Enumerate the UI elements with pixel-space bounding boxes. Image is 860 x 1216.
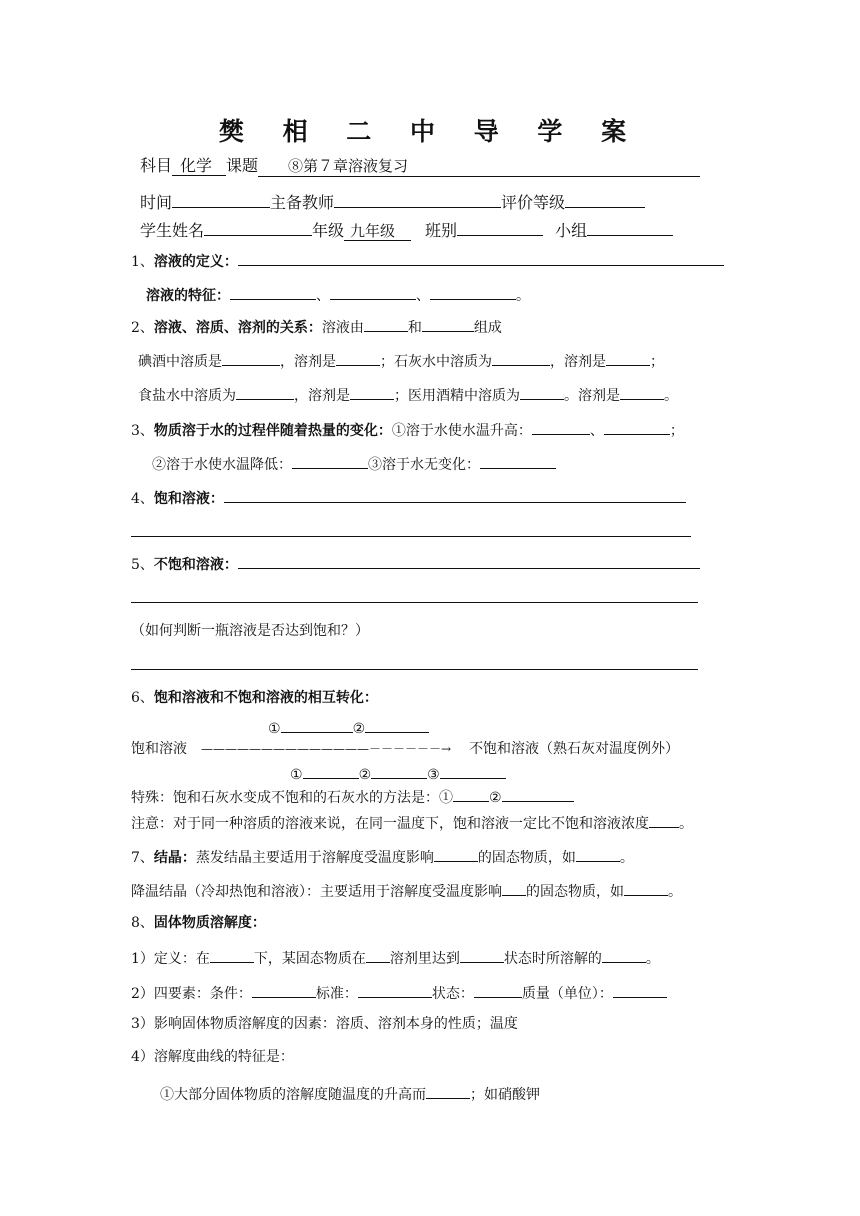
blank	[453, 785, 489, 802]
text: 的固态物质，如	[526, 884, 624, 900]
section-3-title: 物质溶于水的过程伴随着热量的变化：	[153, 423, 392, 439]
conversion-top-conditions	[268, 716, 429, 739]
grade-value: 九年级	[344, 222, 411, 241]
blank	[371, 762, 427, 779]
header-row-time	[140, 191, 645, 213]
blank	[422, 315, 474, 332]
teacher-blank	[334, 191, 501, 208]
text: ①大部分固体物质的溶解度随温度的升高而	[160, 1087, 426, 1103]
section-1-features	[146, 283, 530, 306]
section-1-title: 溶液的定义：	[153, 254, 238, 270]
text: 。	[645, 951, 660, 967]
text: 质量（单位）：	[521, 986, 613, 1002]
circled-2: ②	[489, 790, 502, 806]
section-3-line-2	[152, 452, 556, 475]
saturated-blank	[224, 486, 686, 503]
section-4-number: 4、	[131, 491, 154, 507]
blank	[620, 383, 664, 400]
blank	[502, 785, 574, 802]
subject-label: 科目	[140, 156, 173, 175]
class-label: 班别	[425, 221, 458, 240]
section-7-number: 7、	[131, 850, 154, 866]
separator: 、	[316, 288, 330, 304]
note-concentration	[131, 811, 693, 834]
section-8-title: 固体物质溶解度：	[153, 915, 266, 931]
section-2-number: 2、	[131, 320, 154, 336]
solubility-definition	[131, 946, 660, 969]
features-label: 溶液的特征：	[146, 288, 230, 304]
text: 蒸发结晶主要适用于溶解度受温度影响	[195, 850, 434, 866]
class-blank	[457, 219, 543, 236]
section-4-saturated	[131, 486, 686, 509]
section-3-heat	[131, 418, 684, 441]
text: ②溶于水使水温降低：	[152, 457, 292, 473]
definition-blank	[238, 249, 724, 266]
solubility-curve-point-1	[160, 1082, 540, 1105]
time-blank	[172, 191, 270, 208]
section-5-unsaturated	[131, 552, 700, 575]
text: ；	[669, 423, 684, 439]
conversion-arrow: ——————————————－－－－－－→	[201, 742, 452, 756]
text: 溶液由	[321, 320, 364, 336]
teacher-label: 主备教师	[270, 193, 335, 212]
blank	[434, 845, 478, 862]
unsaturated-solution-label: 不饱和溶液（熟石灰对温度例外）	[469, 741, 680, 757]
text: ，溶剂是	[280, 354, 336, 370]
text: 2）四要素：条件：	[131, 986, 252, 1002]
section-8-number: 8、	[131, 915, 154, 931]
text: 。	[664, 388, 678, 404]
student-label: 学生姓名	[140, 221, 205, 240]
blank	[649, 811, 679, 828]
blank	[292, 452, 368, 469]
blank	[520, 383, 564, 400]
blank	[576, 845, 620, 862]
topic-value: ⑧第７章溶液复习	[258, 156, 700, 177]
blank	[366, 946, 390, 963]
section-7-title: 结晶：	[153, 850, 196, 866]
text: ，溶剂是	[294, 388, 350, 404]
conversion-bottom-conditions	[290, 762, 506, 785]
blank	[606, 349, 650, 366]
text: 注意：对于同一种溶质的溶液来说，在同一温度下，饱和溶液一定比不饱和溶液浓度	[131, 816, 649, 832]
text: 标准：	[315, 986, 358, 1002]
text: 食盐水中溶质为	[138, 388, 236, 404]
subject-value: 化学	[172, 156, 226, 176]
section-6-conversion	[131, 688, 378, 708]
text: 。	[619, 850, 634, 866]
header-row-subject	[140, 156, 700, 177]
blank	[532, 418, 590, 435]
text: 特殊：饱和石灰水变成不饱和的石灰水的方法是：①	[131, 790, 453, 806]
text: 碘酒中溶质是	[138, 354, 222, 370]
circled-2: ②	[352, 721, 366, 737]
separator: 、	[589, 423, 604, 439]
section-2-title: 溶液、溶质、溶剂的关系：	[153, 320, 322, 336]
grade-label: 年级	[312, 221, 345, 240]
group-label: 小组	[555, 221, 588, 240]
circled-1: ①	[290, 767, 303, 783]
feature-blank-2	[330, 283, 416, 300]
blank	[303, 762, 359, 779]
blank	[474, 981, 522, 998]
page-title: 樊 相 二 中 导 学 案	[218, 117, 642, 146]
feature-blank-3	[430, 283, 516, 300]
section-2-line-3	[138, 383, 678, 406]
section-7-crystallization	[131, 845, 634, 868]
time-label: 时间	[140, 193, 173, 212]
blank	[210, 946, 254, 963]
separator: 、	[416, 288, 430, 304]
period: 。	[516, 288, 530, 304]
blank	[336, 349, 380, 366]
section-8-solubility	[131, 913, 266, 933]
text: ；医用酒精中溶质为	[394, 388, 520, 404]
unsaturated-blank-line-2	[131, 602, 698, 603]
blank	[364, 315, 408, 332]
blank	[281, 716, 353, 733]
section-1-number: 1、	[131, 254, 154, 270]
text: 。	[679, 816, 693, 832]
solubility-curve-features: 4）溶解度曲线的特征是：	[131, 1049, 294, 1065]
section-3-number: 3、	[131, 423, 154, 439]
solubility-four-elements	[131, 981, 667, 1004]
text: 。溶剂是	[564, 388, 620, 404]
blank	[252, 981, 316, 998]
text: ；	[650, 354, 664, 370]
section-7-line-2	[131, 879, 682, 902]
text: ①溶于水使水温升高：	[391, 423, 532, 439]
blank	[492, 349, 550, 366]
text: 溶剂里达到	[389, 951, 460, 967]
blank	[480, 452, 556, 469]
blank	[624, 879, 668, 896]
section-2-line-2	[138, 349, 664, 372]
text: 。	[668, 884, 682, 900]
feature-blank-1	[230, 283, 316, 300]
blank	[426, 1082, 470, 1099]
unsaturated-blank	[238, 552, 700, 569]
grade-eval-label: 评价等级	[501, 193, 566, 212]
text: 状态：	[431, 986, 474, 1002]
text: ；石灰水中溶质为	[380, 354, 492, 370]
blank	[236, 383, 294, 400]
group-blank	[587, 219, 673, 236]
blank	[350, 383, 394, 400]
grade-eval-blank	[565, 191, 645, 208]
text: ，溶剂是	[550, 354, 606, 370]
section-5-title: 不饱和溶液：	[153, 557, 238, 573]
section-4-title: 饱和溶液：	[153, 491, 224, 507]
solubility-factors: 3）影响固体物质溶解度的因素：溶质、溶剂本身的性质；温度	[131, 1016, 518, 1032]
blank	[604, 418, 670, 435]
text: 的固态物质，如	[477, 850, 576, 866]
blank	[365, 716, 429, 733]
blank	[602, 946, 646, 963]
circled-1: ①	[268, 721, 281, 737]
text: 组成	[473, 320, 502, 336]
section-6-number: 6、	[131, 690, 154, 706]
circled-3: ③	[427, 767, 440, 783]
student-blank	[204, 219, 312, 236]
blank	[440, 762, 506, 779]
saturated-blank-line-2	[131, 536, 691, 537]
text: ③溶于水无变化：	[368, 457, 480, 473]
text: 和	[407, 320, 422, 336]
text: 下，某固态物质在	[253, 951, 366, 967]
text: ；如硝酸钾	[470, 1087, 540, 1103]
blank	[613, 981, 667, 998]
blank	[460, 946, 504, 963]
text: 降温结晶（冷却热饱和溶液）：主要适用于溶解度受温度影响	[131, 884, 502, 900]
section-6-title: 饱和溶液和不饱和溶液的相互转化：	[153, 690, 378, 706]
text: 状态时所溶解的	[503, 951, 602, 967]
saturated-solution-label: 饱和溶液	[131, 741, 187, 757]
text: 1）定义：在	[131, 951, 210, 967]
blank	[502, 879, 526, 896]
saturation-question: （如何判断一瓶溶液是否达到饱和？）	[131, 623, 369, 639]
header-row-student	[140, 219, 673, 241]
topic-label: 课题	[226, 156, 259, 175]
blank	[358, 981, 432, 998]
circled-2: ②	[358, 767, 372, 783]
section-2-relation	[131, 315, 502, 338]
special-limewater	[131, 785, 574, 808]
question-blank-line	[131, 669, 698, 670]
blank	[222, 349, 280, 366]
section-5-number: 5、	[131, 557, 154, 573]
conversion-row	[131, 739, 679, 759]
section-1-definition	[131, 249, 724, 272]
